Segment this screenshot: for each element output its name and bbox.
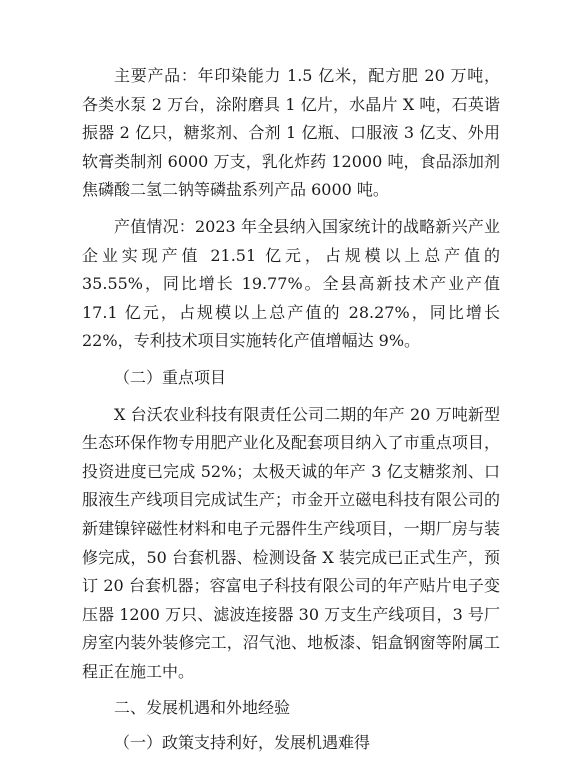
heading-key-projects: （二）重点项目 bbox=[114, 367, 227, 387]
paragraph-key-projects: X 台沃农业科技有限责任公司二期的年产 20 万吨新型生态环保作物专用肥产业化及配套项目纳入了市重点项目，投资进度已完成 52%；太极天诚的年产 3 亿支糖浆剂、口服液生产线项目完成试生产；市金开立磁电科技有限公司的新建镍锌磁性材料和电子元器件生产线项目，一期厂房与装修完成，50 台套机器、检测设备 X 装完成已正式生产，预订 20 台套机器；容富电子科技有限公司的年产贴片电子变压器 1200 万只、滤波连接器 30 万支生产线项目，3 号厂房室内装外装修完工，沼气池、地板漆、铝盒钢窗等附属工程正在施工中。 bbox=[82, 404, 500, 681]
heading-section-two: 二、发展机遇和外地经验 bbox=[114, 698, 291, 718]
heading-policy-support: （一）政策支持利好，发展机遇难得 bbox=[114, 733, 371, 753]
document-body bbox=[82, 62, 500, 758]
paragraph-output-value: 产值情况：2023 年全县纳入国家统计的战略新兴产业企业实现产值 21.51 亿元，占规模以上总产值的 35.55%，同比增长 19.77%。全县高新技术产业产值 17.1 亿元，占规模以上总产值的 28.27%，同比增长 22%，专利技术项目实施转化产值增幅达 9%。 bbox=[82, 216, 500, 351]
paragraph-main-products: 主要产品：年印染能力 1.5 亿米，配方肥 20 万吨，各类水泵 2 万台，涂附磨具 1 亿片，水晶片 X 吨，石英谐振器 2 亿只，糖浆剂、合剂 1 亿瓶、口服液 3 亿支、外用软膏类制剂 6000 万支，乳化炸药 12000 吨，食品添加剂焦磷酸二氢二钠等磷盐系列产品 6000 吨。 bbox=[82, 66, 500, 200]
